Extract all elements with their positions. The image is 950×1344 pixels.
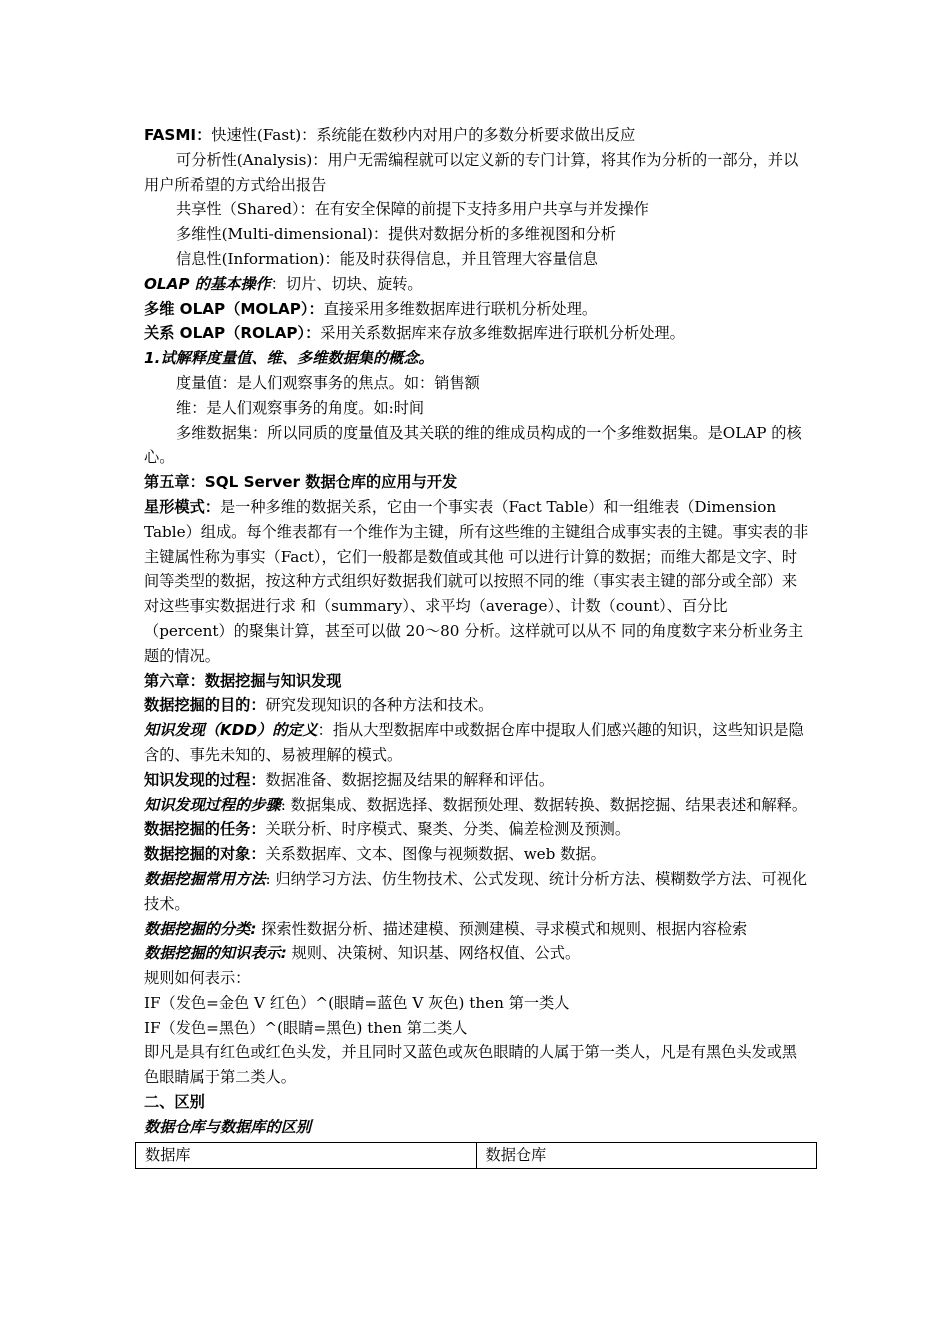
paragraph-text: 关联分析、时序模式、聚类、分类、偏差检测及预测。 bbox=[265, 820, 630, 839]
paragraph bbox=[144, 867, 809, 917]
paragraph-text: 直接采用多维数据库进行联机分析处理。 bbox=[323, 299, 598, 318]
paragraph-text: 研究发现知识的各种方法和技术。 bbox=[265, 696, 494, 715]
table-header-row bbox=[136, 1142, 817, 1168]
paragraph-text: 多维性(Multi-dimensional)：提供对数据分析的多维视图和分析 bbox=[176, 225, 616, 244]
paragraph bbox=[144, 842, 809, 867]
paragraph bbox=[144, 768, 809, 793]
paragraph-heading: 数据挖掘的分类: bbox=[144, 919, 257, 938]
paragraph bbox=[144, 991, 809, 1016]
paragraph bbox=[144, 495, 809, 669]
paragraph-text: 探索性数据分析、描述建模、预测建模、寻求模式和规则、根据内容检索 bbox=[256, 919, 748, 938]
paragraph-heading: 数据仓库与数据库的区别 bbox=[144, 1117, 312, 1136]
paragraph bbox=[144, 470, 809, 495]
paragraph bbox=[144, 917, 809, 942]
paragraph bbox=[144, 123, 809, 148]
paragraph-text: 维：是人们观察事务的角度。如:时间 bbox=[176, 398, 425, 417]
paragraph-text: 规则、决策树、知识基、网络权值、公式。 bbox=[286, 944, 581, 963]
paragraph-text: IF（发色=金色 V 红色）^(眼睛=蓝色 V 灰色) then 第一类人 bbox=[144, 993, 570, 1012]
paragraph bbox=[144, 1016, 809, 1041]
paragraph-text: 数据准备、数据挖掘及结果的解释和评估。 bbox=[265, 770, 555, 789]
paragraph bbox=[144, 793, 809, 818]
paragraph bbox=[144, 1090, 809, 1115]
paragraph bbox=[144, 669, 809, 694]
paragraph-text: 可分析性(Analysis)：用户无需编程就可以定义新的专门计算，将其作为分析的一部分，并以用户所希望的方式给出报告 bbox=[144, 150, 799, 194]
paragraph-heading: 数据挖掘的目的： bbox=[144, 696, 266, 715]
paragraph-heading: 知识发现过程的步骤 bbox=[144, 795, 281, 814]
table-header-cell-database: 数据库 bbox=[136, 1142, 477, 1168]
paragraph-text: : 归纳学习方法、仿生物技术、公式发现、统计分析方法、模糊数学方法、可视化技术。 bbox=[144, 869, 808, 913]
paragraph bbox=[144, 371, 809, 396]
paragraph bbox=[144, 718, 809, 768]
document-body bbox=[144, 123, 809, 1140]
paragraph bbox=[144, 272, 809, 297]
paragraph-heading: OLAP 的基本操作 bbox=[144, 274, 271, 293]
paragraph-text: 信息性(Information)：能及时获得信息，并且管理大容量信息 bbox=[176, 249, 598, 268]
paragraph-heading: 星形模式： bbox=[144, 497, 220, 516]
paragraph-heading: 第五章：SQL Server 数据仓库的应用与开发 bbox=[144, 473, 458, 492]
paragraph bbox=[144, 421, 809, 471]
paragraph-heading: 数据挖掘的对象： bbox=[144, 845, 266, 864]
paragraph-heading: 第六章：数据挖掘与知识发现 bbox=[144, 671, 342, 690]
paragraph bbox=[144, 297, 809, 322]
paragraph bbox=[144, 966, 809, 991]
paragraph-text: 是一种多维的数据关系，它由一个事实表（Fact Table）和一组维表（Dimension Table）组成。每个维表都有一个维作为主键，所有这些维的主键组合成事实表的主键。事实表的非主键属性称为事实（Fact），它们一般都是数值或其他 可以进行计算的数据；而维大都是文字、时间等类型的数据，按这种方式组织好数据我们就可以按照不同的维（事实表主键的部分或全部）来对这些事实数据进行求 和（summary）、求平均（average）、计数（count）、百分比（percent）的聚集计算，甚至可以做 20～80 分析。这样就可以从不 同的角度数字来分析业务主题的情况。 bbox=[144, 497, 809, 665]
paragraph-text: 共享性（Shared）：在有安全保障的前提下支持多用户共享与并发操作 bbox=[176, 200, 649, 219]
paragraph-text: ：切片、切块、旋转。 bbox=[270, 274, 423, 293]
paragraph-text: 多维数据集：所以同质的度量值及其关联的维的维成员构成的一个多维数据集。是OLAP 的核心。 bbox=[144, 423, 802, 467]
paragraph bbox=[144, 197, 809, 222]
paragraph-heading: 数据挖掘常用方法 bbox=[144, 869, 266, 888]
paragraph-heading: 多维 OLAP（MOLAP）： bbox=[144, 299, 324, 318]
comparison-table bbox=[135, 1142, 817, 1169]
paragraph-heading: 知识发现的过程： bbox=[144, 770, 266, 789]
paragraph-text: 度量值：是人们观察事务的焦点。如：销售额 bbox=[176, 373, 480, 392]
paragraph-text: 关系数据库、文本、图像与视频数据、web 数据。 bbox=[265, 845, 606, 864]
table-header-cell-data-warehouse: 数据仓库 bbox=[476, 1142, 817, 1168]
paragraph-text: : 数据集成、数据选择、数据预处理、数据转换、数据挖掘、结果表述和解释。 bbox=[280, 795, 808, 814]
paragraph bbox=[144, 396, 809, 421]
paragraph-text: ：指从大型数据库中或数据仓库中提取人们感兴趣的知识，这些知识是隐含的、事先未知的、易被理解的模式。 bbox=[144, 721, 804, 764]
paragraph-heading: 关系 OLAP（ROLAP）： bbox=[144, 324, 321, 343]
paragraph bbox=[144, 1040, 809, 1090]
paragraph bbox=[144, 941, 809, 966]
paragraph-heading: 数据挖掘的任务： bbox=[144, 820, 266, 839]
paragraph bbox=[144, 817, 809, 842]
paragraph-heading: 知识发现（KDD）的定义 bbox=[144, 721, 318, 740]
paragraph bbox=[144, 693, 809, 718]
paragraph bbox=[144, 222, 809, 247]
paragraph-heading: 数据挖掘的知识表示: bbox=[144, 944, 287, 963]
paragraph-text: IF（发色=黑色）^(眼睛=黑色) then 第二类人 bbox=[144, 1018, 468, 1037]
paragraph-text: 快速性(Fast)：系统能在数秒内对用户的多数分析要求做出反应 bbox=[211, 126, 636, 144]
paragraph bbox=[144, 148, 809, 198]
paragraph bbox=[144, 321, 809, 346]
paragraph-text: 即凡是具有红色或红色头发，并且同时又蓝色或灰色眼睛的人属于第一类人，凡是有黑色头发或黑色眼睛属于第二类人。 bbox=[144, 1043, 798, 1087]
paragraph bbox=[144, 1115, 809, 1140]
paragraph-text: 采用关系数据库来存放多维数据库进行联机分析处理。 bbox=[320, 324, 685, 343]
paragraph-heading: 1.试解释度量值、维、多维数据集的概念。 bbox=[144, 349, 434, 368]
paragraph-heading: 二、区别 bbox=[144, 1093, 205, 1112]
paragraph bbox=[144, 346, 809, 371]
paragraph bbox=[144, 247, 809, 272]
document-page bbox=[144, 123, 809, 1169]
paragraph-text: 规则如何表示： bbox=[144, 969, 251, 988]
paragraph-heading: FASMI： bbox=[144, 126, 212, 144]
